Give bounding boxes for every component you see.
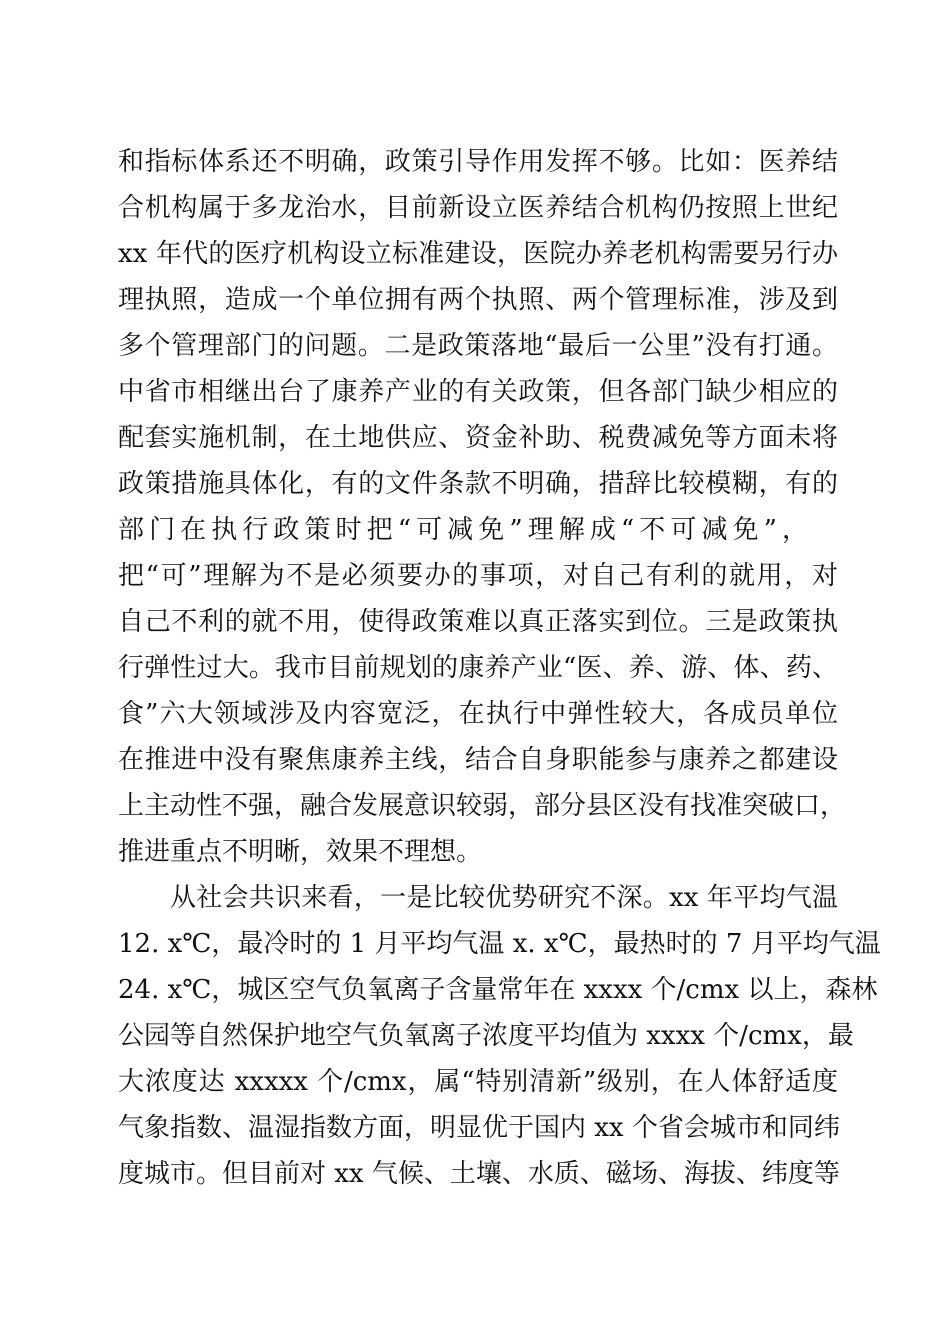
- text-line: 中省市相继出台了康养产业的有关政策，但各部门缺少相应的: [118, 377, 838, 407]
- text-line: 上主动性不强，融合发展意识较弱，部分县区没有找准突破口，: [118, 791, 847, 821]
- text-line: xx 年代的医疗机构设立标准建设，医院办养老机构需要另行办: [118, 239, 838, 269]
- text-line: 多个管理部门的问题。二是政策落地“最后一公里”没有打通。: [118, 331, 838, 361]
- text-line: 24. x℃，城区空气负氧离子含量常年在 xxxx 个/cmx 以上，森林: [118, 975, 878, 1005]
- text-line: 和指标体系还不明确，政策引导作用发挥不够。比如：医养结: [118, 147, 838, 177]
- text-line: 12. x℃，最冷时的 1 月平均气温 x. x℃，最热时的 7 月平均气温: [118, 929, 881, 959]
- text-line: 食”六大领域涉及内容宽泛，在执行中弹性较大，各成员单位: [118, 699, 838, 729]
- text-line: 自己不利的就不用，使得政策难以真正落实到位。三是政策执: [118, 607, 838, 637]
- text-line: 大浓度达 xxxxx 个/cmx，属“特别清新”级别，在人体舒适度: [118, 1067, 838, 1097]
- text-line: 推进重点不明晰，效果不理想。: [118, 837, 483, 867]
- text-line: 合机构属于多龙治水，目前新设立医养结合机构仍按照上世纪: [118, 193, 838, 223]
- text-line: 部门在执行政策时把“可减免”理解成“不可减免”，: [118, 515, 808, 545]
- text-line: 度城市。但目前对 xx 气候、土壤、水质、磁场、海拔、纬度等: [118, 1159, 840, 1189]
- text-line: 把“可”理解为不是必须要办的事项，对自己有利的就用，对: [118, 561, 838, 591]
- text-line: 理执照，造成一个单位拥有两个执照、两个管理标准，涉及到: [118, 285, 838, 315]
- text-line: 公园等自然保护地空气负氧离子浓度平均值为 xxxx 个/cmx，最: [118, 1021, 854, 1051]
- text-line: 从社会共识来看，一是比较优势研究不深。xx 年平均气温: [170, 883, 838, 913]
- text-line: 配套实施机制，在土地供应、资金补助、税费减免等方面未将: [118, 423, 838, 453]
- text-line: 在推进中没有聚焦康养主线，结合自身职能参与康养之都建设: [118, 745, 838, 775]
- text-line: 气象指数、温湿指数方面，明显优于国内 xx 个省会城市和同纬: [118, 1113, 840, 1143]
- text-line: 行弹性过大。我市目前规划的康养产业“医、养、游、体、药、: [118, 653, 838, 683]
- text-line: 政策措施具体化，有的文件条款不明确，措辞比较模糊，有的: [118, 469, 838, 499]
